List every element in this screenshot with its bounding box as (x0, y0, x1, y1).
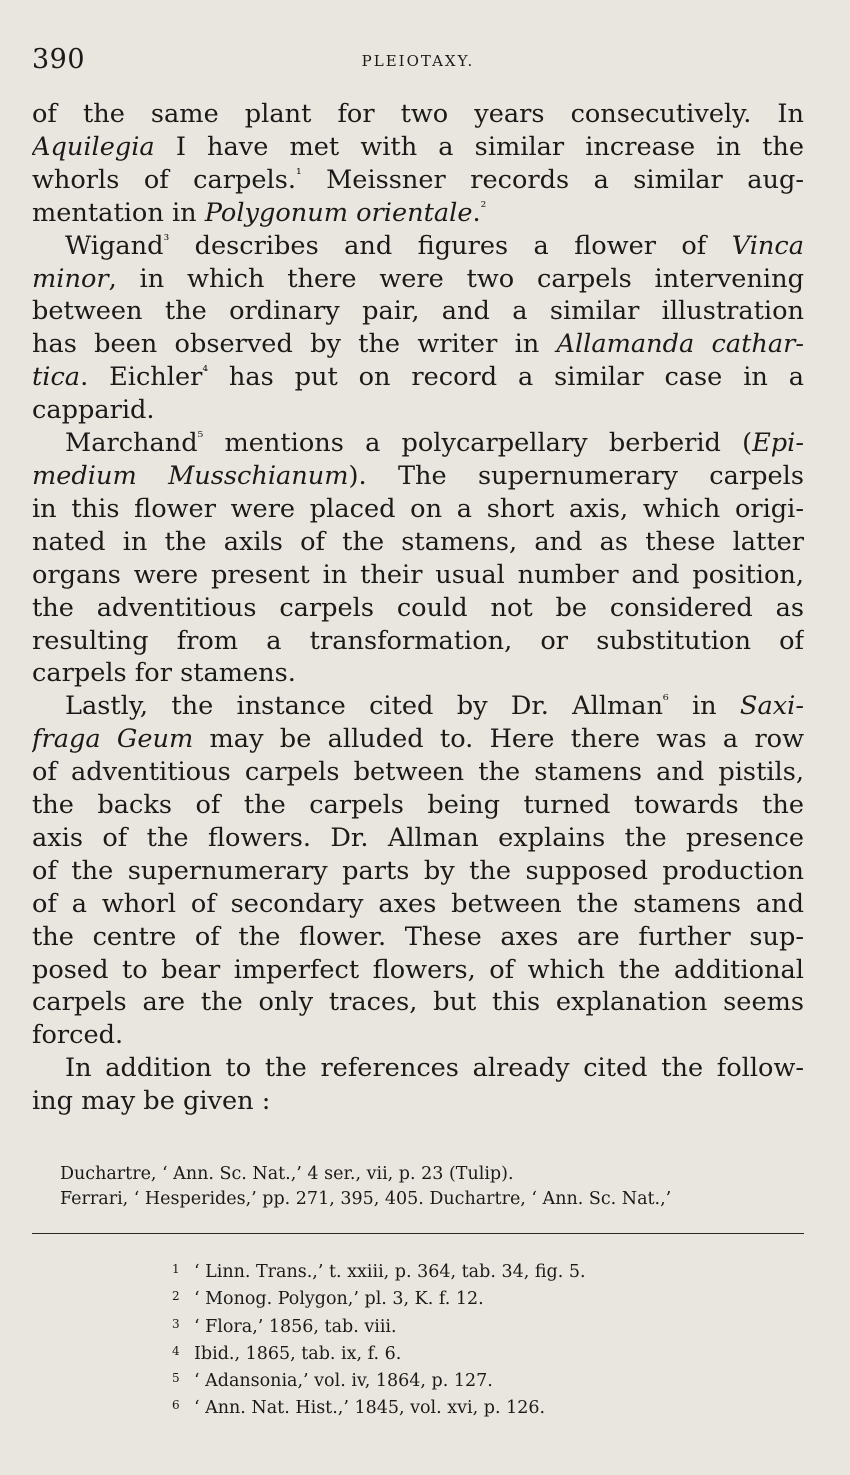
footnote-text: ‘ Adansonia,’ vol. iv, 1864, p. 127. (194, 1371, 493, 1392)
text-line: Lastly, the instance cited by Dr. Allman$^{^6}$ in Saxi- (65, 691, 804, 722)
text-line: Aquilegia I have met with a similar increase in the (32, 131, 804, 162)
running-title: PLEIOTAXY. (361, 52, 475, 70)
page-number: 390 (32, 44, 86, 75)
footnote (172, 1284, 732, 1311)
footnote-text: ‘ Linn. Trans.,’ t. xxiii, p. 364, tab. 34, fig. 5. (194, 1262, 586, 1282)
footnote-mark: 3 (172, 1316, 180, 1331)
text-line: in this flower were placed on a short axis, which origi- (32, 493, 804, 524)
text-line: posed to bear imperfect flowers, of which the additional (32, 954, 804, 985)
footnote (172, 1393, 732, 1420)
page-header (32, 44, 804, 84)
text-line: forced. (32, 1020, 124, 1051)
text-line: nated in the axils of the stamens, and as these latter (32, 526, 804, 557)
footnote (172, 1366, 732, 1393)
paragraph-2 (32, 230, 804, 427)
text-line: In addition to the references already cited the follow- (65, 1053, 804, 1084)
footnote-text: Ibid., 1865, tab. ix, f. 6. (194, 1343, 402, 1364)
footnote (172, 1257, 732, 1284)
text-line: whorls of carpels.$^{^1}$ Meissner records a similar aug- (32, 164, 804, 195)
text-line: of the same plant for two years consecutively. In (32, 99, 804, 129)
text-line: of a whorl of secondary axes between the stamens and (32, 888, 804, 919)
text-line: the centre of the flower. These axes are further sup- (32, 921, 804, 952)
footnote-divider (32, 1233, 804, 1234)
text-line: resulting from a transformation, or substitution of (32, 625, 804, 656)
text-line: the backs of the carpels being turned towards the (32, 790, 804, 821)
paragraph-5 (32, 1052, 804, 1118)
footnote-mark: 4 (172, 1343, 180, 1358)
text-line: the adventitious carpels could not be considered as (32, 592, 804, 623)
text-line: carpels for stamens. (32, 658, 296, 689)
footnote-mark: 6 (172, 1398, 180, 1413)
text-line: ing may be given : (32, 1086, 271, 1117)
text-line: Wigand$^{^3}$ describes and figures a flower of Vinca (65, 230, 804, 261)
footnotes (172, 1257, 732, 1421)
text-line: of adventitious carpels between the stamens and pistils, (32, 757, 804, 788)
footnote-mark: 5 (172, 1371, 180, 1386)
text-line: fraga Geum may be alluded to. Here there was a row (32, 724, 804, 755)
text-line: carpels are the only traces, but this explanation seems (32, 987, 804, 1018)
footnote-mark: 1 (172, 1262, 180, 1276)
footnote (172, 1312, 732, 1339)
text-line: medium Musschianum). The supernumerary carpels (32, 460, 804, 491)
footnote-mark: 2 (172, 1289, 180, 1304)
text-line: capparid. (32, 395, 155, 426)
text-line: organs were present in their usual number and position, (32, 559, 804, 590)
reference-entry: Ferrari, ‘ Hesperides,’ pp. 271, 395, 405. Duchartre, ‘ Ann. Sc. Nat.,’ (60, 1189, 672, 1209)
footnote (172, 1339, 732, 1366)
footnote-text: ‘ Flora,’ 1856, tab. viii. (194, 1316, 397, 1337)
text-line: between the ordinary pair, and a similar illustration (32, 296, 804, 327)
footnote-text: ‘ Ann. Nat. Hist.,’ 1845, vol. xvi, p. 126. (194, 1398, 546, 1419)
paragraph-1 (32, 98, 804, 230)
text-line: tica. Eichler$^{^4}$ has put on record a similar case in a (32, 362, 804, 393)
text-line: minor, in which there were two carpels intervening (32, 263, 804, 294)
text-line: has been observed by the writer in Allamanda cathar- (32, 329, 804, 360)
text-line: Marchand$^{^5}$ mentions a polycarpellary berberid (Epi- (65, 428, 804, 459)
text-line: axis of the flowers. Dr. Allman explains the presence (32, 822, 804, 853)
text-line: of the supernumerary parts by the supposed production (32, 855, 804, 886)
reference-list (60, 1162, 805, 1212)
text-line: mentation in Polygonum orientale.$^{^2}$ (32, 197, 487, 228)
reference-entry: Duchartre, ‘ Ann. Sc. Nat.,’ 4 ser., vii, p. 23 (Tulip). (60, 1164, 514, 1184)
paragraph-4 (32, 690, 804, 1052)
footnote-text: ‘ Monog. Polygon,’ pl. 3, K. f. 12. (194, 1289, 484, 1310)
body-text (32, 98, 804, 1118)
paragraph-3 (32, 427, 804, 690)
